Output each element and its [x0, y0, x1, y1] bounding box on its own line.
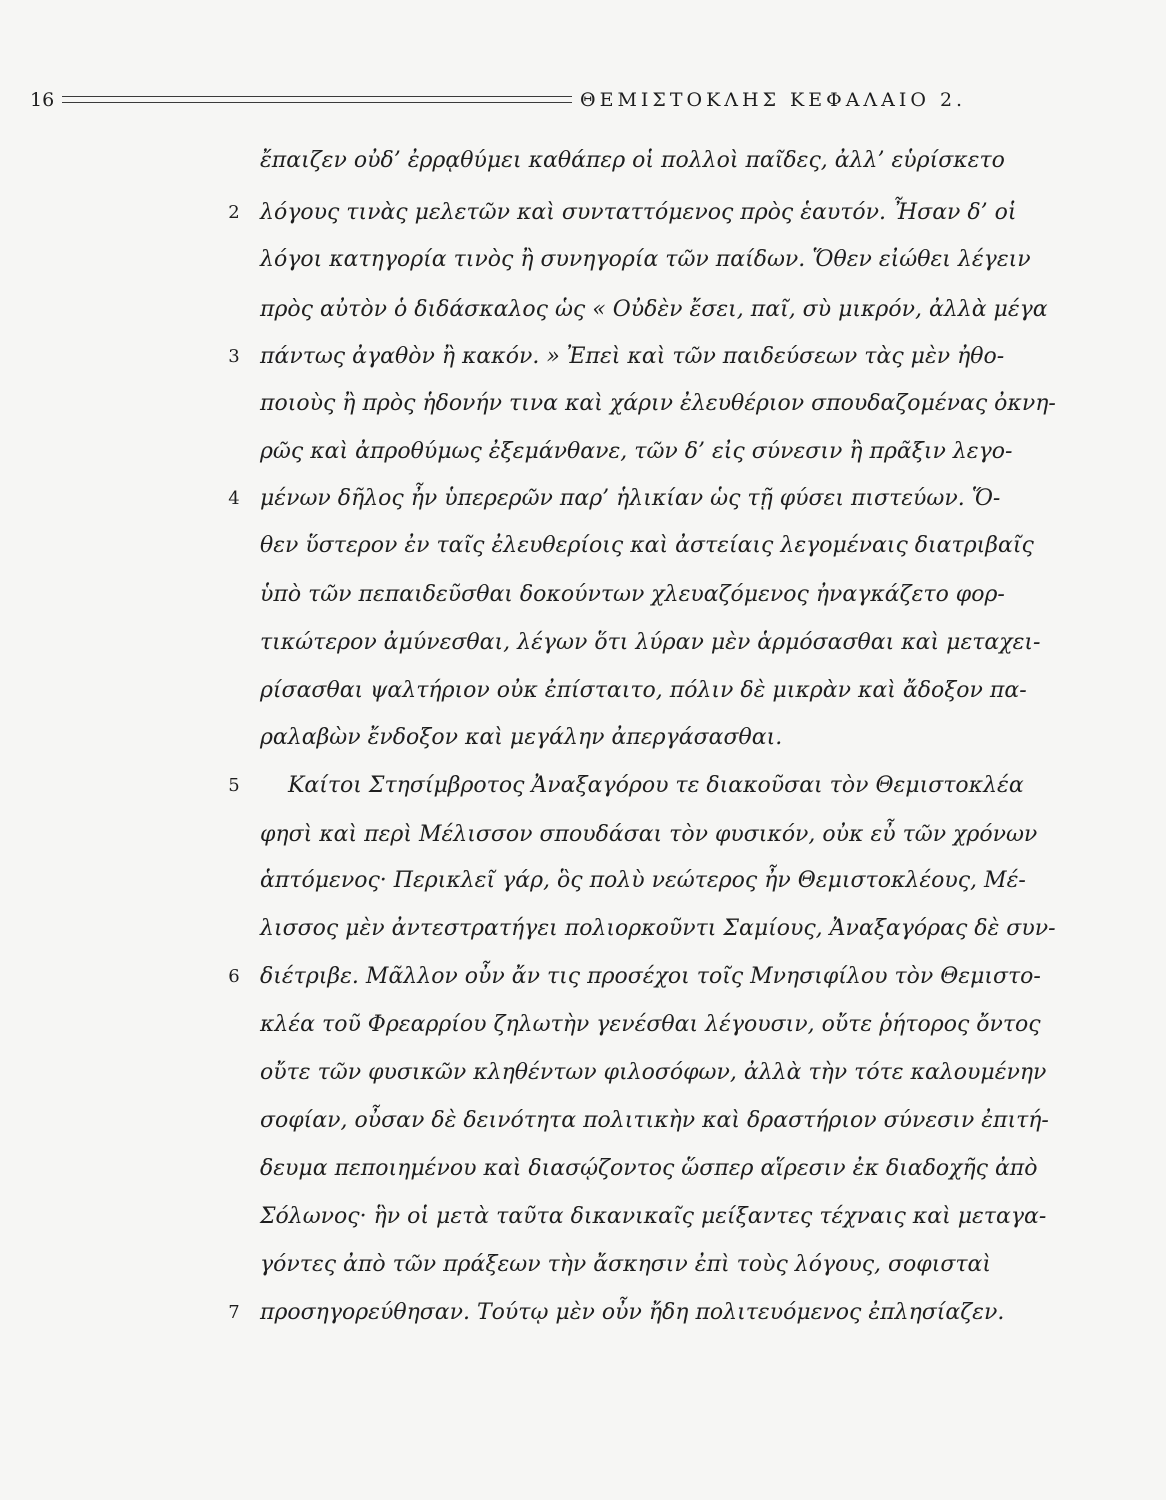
margin-number: 4 — [228, 488, 240, 509]
text-line: σοφίαν, οὖσαν δὲ δεινότητα πολιτικὴν καὶ δραστήριον σύνεσιν ἐπιτή- — [260, 1108, 1049, 1133]
text-line: ἁπτόμενος· Περικλεῖ γάρ, ὃς πολὺ νεώτερος ἦν Θεμιστοκλέους, Μέ- — [260, 868, 1026, 893]
text-line: Σόλωνος· ἣν οἱ μετὰ ταῦτα δικανικαῖς μείξαντες τέχναις καὶ μεταγα- — [260, 1204, 1047, 1229]
margin-number: 2 — [228, 202, 240, 223]
header-rule-bottom — [62, 102, 572, 103]
text-line: λόγους τινὰς μελετῶν καὶ συνταττόμενος πρὸς ἑαυτόν. Ἦσαν δ’ οἱ — [260, 200, 1017, 225]
text-line: λόγοι κατηγορία τινὸς ἢ συνηγορία τῶν παίδων. Ὅθεν εἰώθει λέγειν — [260, 247, 1031, 272]
header-rule-top — [62, 96, 572, 97]
margin-number: 6 — [228, 966, 240, 987]
text-line: πάντως ἀγαθὸν ἢ κακόν. » Ἐπεὶ καὶ τῶν παιδεύσεων τὰς μὲν ἠθο- — [260, 344, 1005, 369]
text-line: ρίσασθαι ψαλτήριον οὐκ ἐπίσταιτο, πόλιν δὲ μικρὰν καὶ ἄδοξον πα- — [260, 678, 1027, 703]
text-line: τικώτερον ἀμύνεσθαι, λέγων ὅτι λύραν μὲν ἁρμόσασθαι καὶ μεταχει- — [260, 630, 1041, 655]
text-line: θεν ὕστερον ἐν ταῖς ἐλευθερίοις καὶ ἀστείαις λεγομέναις διατριβαῖς — [260, 533, 1034, 558]
text-line: ποιοὺς ἢ πρὸς ἡδονήν τινα καὶ χάριν ἐλευθέριον σπουδαζομένας ὀκνη- — [260, 391, 1056, 416]
text-line: πρὸς αὐτὸν ὁ διδάσκαλος ὡς « Οὐδὲν ἔσει, παῖ, σὺ μικρόν, ἀλλὰ μέγα — [260, 297, 1048, 322]
text-line: γόντες ἀπὸ τῶν πράξεων τὴν ἄσκησιν ἐπὶ τοὺς λόγους, σοφισταὶ — [260, 1252, 991, 1277]
text-line: δευμα πεποιημένου καὶ διασῴζοντος ὥσπερ αἵρεσιν ἐκ διαδοχῆς ἀπὸ — [260, 1156, 1038, 1181]
text-line: ὑπὸ τῶν πεπαιδεῦσθαι δοκούντων χλευαζόμενος ἠναγκάζετο φορ- — [260, 582, 1005, 607]
text-line: κλέα τοῦ Φρεαρρίου ζηλωτὴν γενέσθαι λέγουσιν, οὔτε ῥήτορος ὄντος — [260, 1012, 1041, 1037]
text-line: φησὶ καὶ περὶ Μέλισσον σπουδάσαι τὸν φυσικόν, οὐκ εὖ τῶν χρόνων — [260, 822, 1038, 847]
margin-number: 3 — [228, 346, 240, 367]
text-line: Καίτοι Στησίμβροτος Ἀναξαγόρου τε διακοῦσαι τὸν Θεμιστοκλέα — [260, 773, 1024, 798]
text-line: ἔπαιζεν οὐδ’ ἐρρᾳθύμει καθάπερ οἱ πολλοὶ παῖδες, ἀλλ’ εὑρίσκετο — [260, 148, 1005, 173]
margin-number: 5 — [228, 775, 240, 796]
text-line: ραλαβὼν ἔνδοξον καὶ μεγάλην ἀπεργάσασθαι. — [260, 725, 783, 750]
text-line: οὔτε τῶν φυσικῶν κληθέντων φιλοσόφων, ἀλλὰ τὴν τότε καλουμένην — [260, 1060, 1047, 1085]
text-line: λισσος μὲν ἀντεστρατήγει πολιορκοῦντι Σαμίους, Ἀναξαγόρας δὲ συν- — [260, 916, 1056, 941]
text-line: προσηγορεύθησαν. Τούτῳ μὲν οὖν ἤδη πολιτευόμενος ἐπλησίαζεν. — [260, 1300, 1005, 1325]
text-line: διέτριβε. Μᾶλλον οὖν ἄν τις προσέχοι τοῖς Μνησιφίλου τὸν Θεμιστο- — [260, 964, 1041, 989]
page-number: 16 — [30, 89, 55, 111]
text-line: μένων δῆλος ἦν ὑπερερῶν παρ’ ἡλικίαν ὡς τῇ φύσει πιστεύων. Ὅ- — [260, 486, 1001, 511]
margin-number: 7 — [228, 1302, 240, 1323]
running-head: ΘΕΜΙΣΤΟΚΛΗΣ ΚΕΦΑΛΑΙΟ 2. — [580, 89, 967, 111]
text-line: ρῶς καὶ ἀπροθύμως ἐξεμάνθανε, τῶν δ’ εἰς σύνεσιν ἢ πρᾶξιν λεγο- — [260, 439, 1013, 464]
